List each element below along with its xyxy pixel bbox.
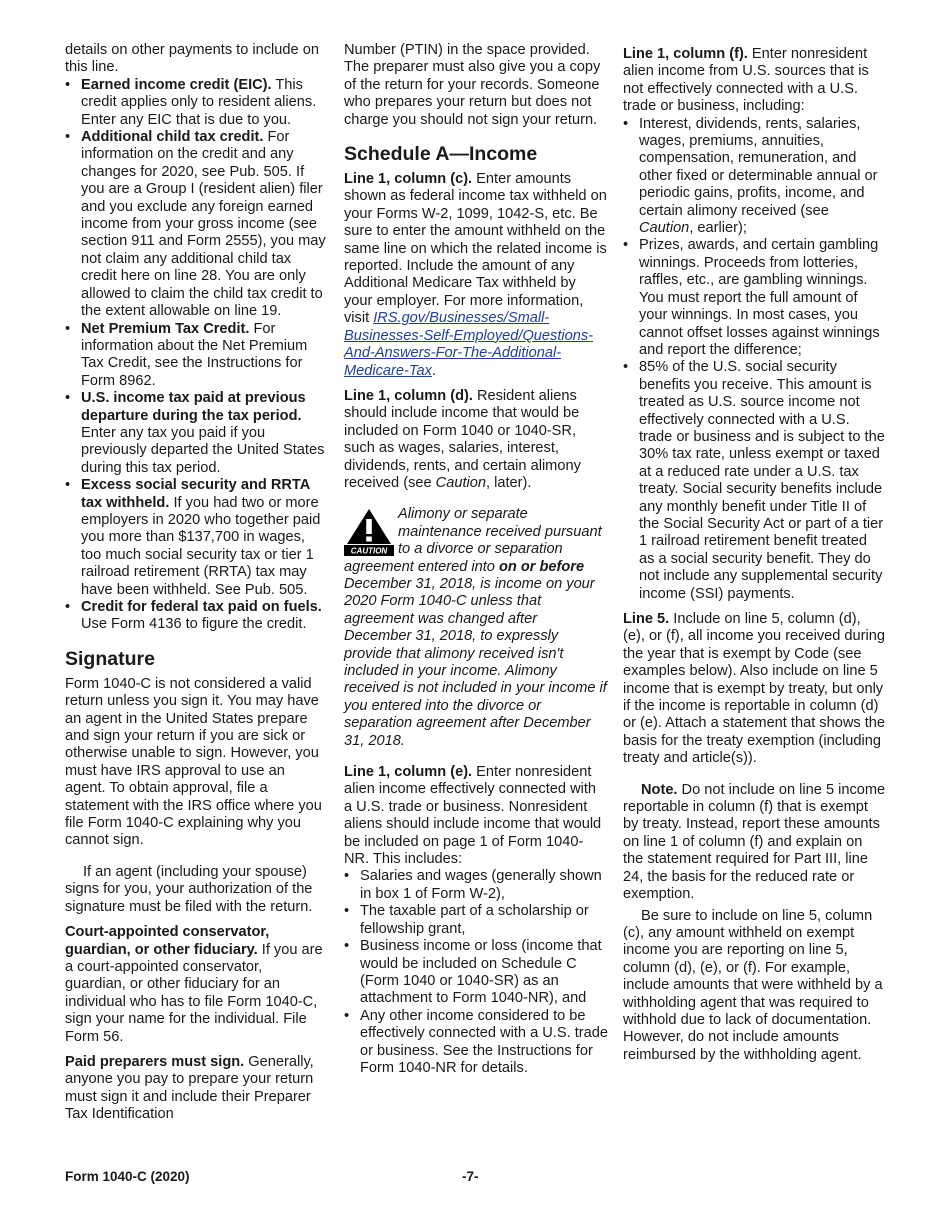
col-c-end: . [431, 362, 436, 379]
paragraph-paid-preparers [65, 1054, 327, 1124]
nptc-text: For information about the Net Premium Tax Credit, see the Instructions for Form 8962. [81, 320, 308, 389]
list-item-fuel-credit [65, 599, 327, 634]
actc-text: For information on the credit and any changes for 2020, see Pub. 505. If you are a Group I (resident alien) filer and you exclude any foreign earned income from your gross income (see section 911 and Form 2555), you may not claim any additional child tax credit here on line 28. You are only allowed to claim the child tax credit to the extent allowable on line 19. [81, 129, 326, 320]
list-item-salaries: • Salaries and wages (generally shown in box 1 of Form W-2), [344, 868, 608, 903]
heading-schedule-a: Schedule A—Income [344, 143, 538, 166]
paragraph-line1-col-f [623, 46, 886, 116]
prep-text: Generally, anyone you pay to prepare your return must sign it and include their Preparer Tax Identification [65, 1053, 314, 1123]
column-middle [344, 42, 608, 1077]
medicare-tax-link[interactable]: IRS.gov/Businesses/Small-Businesses-Self-Employed/Questions-And-Answers-For-The-Additional-Medicare-Tax [344, 310, 594, 379]
paragraph-signature-2: If an agent (including your spouse) signs for you, your authorization of the signature must be filed with the return. [65, 863, 313, 915]
paragraph-signature-1: Form 1040-C is not considered a valid return unless you sign it. You may have an agent in the United States prepare and sign your return if you are sick or otherwise unable to sign. However, you must have IRS approval to use an agent. To obtain approval, file a statement with the IRS office where you file Form 1040-C explaining why you cannot sign. [65, 675, 322, 849]
list-item-nptc [65, 321, 327, 391]
actc-lead: Additional child tax credit. [81, 129, 264, 146]
eic-text: This credit applies only to resident aliens. Enter any EIC that is due to you. [81, 76, 317, 128]
col-d-lead: Line 1, column (d). [344, 387, 473, 404]
col-c-lead: Line 1, column (c). [344, 171, 473, 188]
nptc-lead: Net Premium Tax Credit. [81, 320, 250, 337]
list-item-social-security: • 85% of the U.S. social security benefits you receive. This amount is treated as U.S. source income not effectively connected with a U.S. trade or business and is subject to the 30% tax rate, unless exempt or taxed at a reduced rate under a U.S. tax treaty. Social security benefits include any monthly benefit under Title II of the Social Security Act or part of a tier 1 railroad retirement benefit treated as a social security benefit. They do not include any supplemental security income (SSI) payments. [623, 359, 886, 603]
usit-lead: U.S. income tax paid at previous departure during the tax period. [81, 390, 306, 424]
paragraph-court-appointed [65, 924, 327, 1046]
paragraph-line1-col-d [344, 388, 608, 492]
col-e-text: Enter nonresident alien income effectively connected with a U.S. trade or business. Nonresident aliens should include income that would be included on page 1 of Form 1040-NR. This includes: [344, 764, 602, 868]
col-d-caution: Caution [435, 474, 486, 491]
footer-form-name: Form 1040-C (2020) [65, 1169, 190, 1184]
caution-text-b: on or before [498, 558, 585, 575]
paragraph-ptin-cont: Number (PTIN) in the space provided. The preparer must also give you a copy of the return for your records. Someone who prepares your return but does not charge you should not sign your return. [344, 42, 601, 128]
ess-lead: Excess social security and RRTA tax withheld. [81, 477, 310, 511]
list-item-actc [65, 129, 327, 320]
col-d-text: Resident aliens should include income that would be included on Form 1040 or 1040-SR, such as wages, salaries, interest, dividends, rents, and certain alimony received (see [344, 387, 581, 491]
note-text: Do not include on line 5 income reportable in column (f) that is exempt by treaty. Instead, report these amounts on line 1 of column (f) and explain on the statement required for Part III, line 24, the basis for the reduced rate or exemption. [623, 781, 886, 903]
caution-block [344, 506, 608, 750]
f-b1-caution: Caution [639, 220, 690, 237]
f-b1-c: , earlier); [689, 220, 747, 237]
fuel-lead: Credit for federal tax paid on fuels. [81, 599, 322, 615]
col-f-text: Enter nonresident alien income from U.S. sources that is not effectively connected with a U.S. trade or business, including: [623, 46, 869, 115]
list-item-business-income: • Business income or loss (income that would be included on Schedule C (Form 1040 or 1040-SR) as an attachment to Form 1040-NR), and [344, 938, 608, 1008]
paragraph-note [623, 782, 886, 904]
list-item-scholarship: • The taxable part of a scholarship or fellowship grant, [344, 903, 608, 938]
prep-lead: Paid preparers must sign. [65, 1053, 245, 1070]
column-right [623, 42, 886, 1072]
list-item-us-income-tax [65, 390, 327, 477]
court-lead: Court-appointed conservator, guardian, or other fiduciary. [65, 924, 270, 958]
caution-icon [344, 508, 394, 556]
usit-text: Enter any tax you paid if you previously departed the United States during this tax period. [81, 424, 325, 476]
caution-text-a: Alimony or separate maintenance received pursuant to a divorce or separation agreement entered into [344, 506, 602, 575]
col-e-lead: Line 1, column (e). [344, 764, 473, 781]
paragraph-line1-col-c [344, 171, 608, 380]
f-b1-a: Interest, dividends, rents, salaries, wages, premiums, annuities, compensation, remuneration, and other fixed or determinable annual or periodic gains, profits, income, and certain alimony received (see [639, 115, 878, 219]
line5-lead: Line 5. [623, 611, 670, 627]
footer-page-number: -7- [462, 1169, 479, 1184]
note-lead: Note. [641, 781, 678, 798]
ess-text: If you had two or more employers in 2020 who together paid you more than $137,700 in wages, too much social security tax or tier 1 railroad retirement (RRTA) tax may have been withheld. See Pub. 505. [81, 494, 321, 598]
eic-lead: Earned income credit (EIC). [81, 76, 272, 93]
col-f-lead: Line 1, column (f). [623, 46, 748, 62]
list-item-prizes: • Prizes, awards, and certain gambling winnings. Proceeds from lotteries, raffles, etc., are gambling winnings. You must report the full amount of your winnings. In most cases, you cannot offset losses against winnings and report the difference; [623, 237, 886, 359]
court-text: If you are a court-appointed conservator, guardian, or other fiduciary for an individual who has to file Form 1040-C, sign your name for the individual. File Form 56. [65, 941, 323, 1045]
list-item-eic [65, 77, 327, 129]
list-item-excess-ss [65, 477, 327, 599]
fuel-text: Use Form 4136 to figure the credit. [81, 616, 307, 633]
paragraph-payments-cont: details on other payments to include on this line. [65, 42, 319, 76]
paragraph-line1-col-e [344, 764, 608, 868]
caution-text-c: December 31, 2018, is income on your 2020 Form 1040-C unless that agreement was changed after December 31, 2018, to expressly provide that alimony received isn't included in your income. Alimony received is not included in your income if you entered into the divorce or separation agreement after December 31, 2018. [344, 575, 607, 749]
line5-text: Include on line 5, column (d), (e), or (f), all income you received during the year that is exempt by Code (see examples below). Also include on line 5 income that is exempt by treaty, but only if the income is reportable in column (d) or (e). Attach a statement that shows the basis for the treaty exemption (including treaty and article(s)). [623, 611, 886, 767]
paragraph-be-sure: Be sure to include on line 5, column (c), any amount withheld on exempt income you are reporting on line 5, column (d), (e), or (f). For example, include amounts that were withheld by a withholding agent that was required to withhold due to lack of documentation. However, do not include amounts reimbursed by the withholding agent. [623, 907, 883, 1063]
list-item-interest [623, 116, 886, 238]
list-item-other-income: • Any other income considered to be effectively connected with a U.S. trade or business. See the Instructions for Form 1040-NR for details. [344, 1008, 608, 1078]
col-c-text: Enter amounts shown as federal income tax withheld on your Forms W-2, 1099, 1042-S, etc. Be sure to enter the amount withheld on the same line on which the related income is reported. Include the amount of any Additional Medicare Tax withheld by your employer. For more information, visit [344, 171, 607, 327]
caution-label: CAUTION [350, 546, 388, 556]
heading-signature: Signature [65, 647, 155, 670]
col-d-end: , later). [485, 474, 532, 491]
column-left [65, 42, 327, 1132]
paragraph-line5 [623, 611, 886, 768]
